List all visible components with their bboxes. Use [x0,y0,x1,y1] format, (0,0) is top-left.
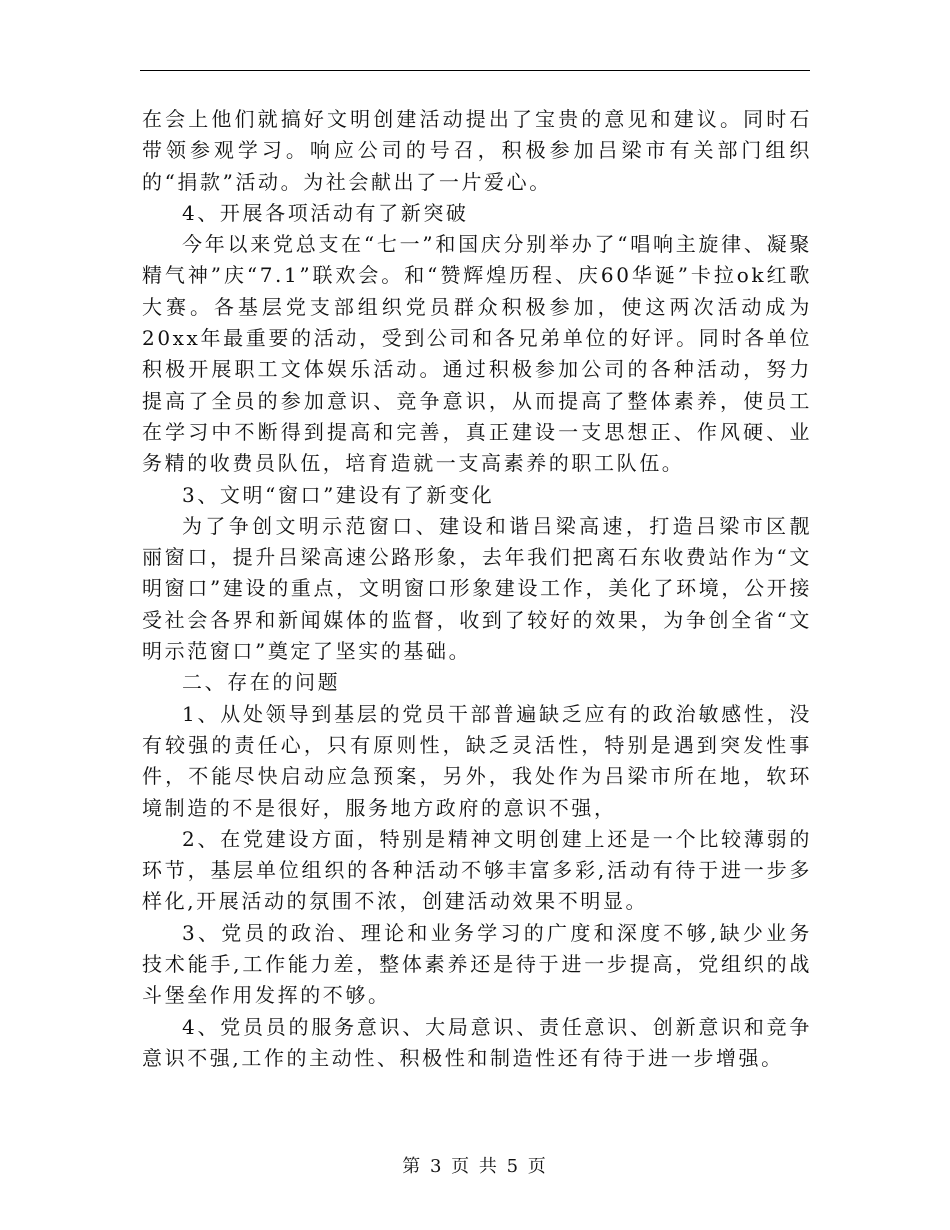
problem-item-3: 3、党员的政治、理论和业务学习的广度和深度不够,缺少业务技术能手,工作能力差，整体素养还是待于进一步提高，党组织的战斗堡垒作用发挥的不够。 [142,920,812,1008]
header-rule [140,70,810,71]
heading-existing-problems: 二、存在的问题 [182,670,341,695]
problem-item-4: 4、党员员的服务意识、大局意识、责任意识、创新意识和竞争意识不强,工作的主动性、积极性和制造性还有待于进一步增强。 [142,1014,812,1070]
heading-window-construction: 3、文明“窗口”建设有了新变化 [182,482,495,507]
document-body [142,104,812,1074]
problem-item-1: 1、从处领导到基层的党员干部普遍缺乏应有的政治敏感性，没有较强的责任心，只有原则性，缺乏灵活性，特别是遇到突发性事件，不能尽快启动应急预案，另外，我处作为吕梁市所在地，软环境制造的不是很好，服务地方政府的意识不强， [142,701,812,820]
paragraph-continuation: 在会上他们就搞好文明创建活动提出了宝贵的意见和建议。同时石带领参观学习。响应公司的号召，积极参加吕梁市有关部门组织的“捐款”活动。为社会献出了一片爱心。 [142,107,812,194]
problem-item-2: 2、在党建设方面，特别是精神文明创建上还是一个比较薄弱的环节，基层单位组织的各种活动不够丰富多彩,活动有待于进一步多样化,开展活动的氛围不浓，创建活动效果不明显。 [142,826,812,914]
paragraph-activities: 今年以来党总支在“七一”和国庆分别举办了“唱响主旋律、凝聚精气神”庆“7.1”联欢会。和“赞辉煌历程、庆60华诞”卡拉ok红歌大赛。各基层党支部组织党员群众积极参加，使这两次活动成为20xx年最重要的活动，受到公司和各兄弟单位的好评。同时各单位积极开展职工文体娱乐活动。通过积极参加公司的各种活动，努力提高了全员的参加意识、竞争意识，从而提高了整体素养，使员工在学习中不断得到提高和完善，真正建设一支思想正、作风硬、业务精的收费员队伍，培育造就一支高素养的职工队伍。 [142,232,812,476]
page-number-footer: 第 3 页 共 5 页 [402,1156,548,1177]
paragraph-window: 为了争创文明示范窗口、建设和谐吕梁高速，打造吕梁市区靓丽窗口，提升吕梁高速公路形象，去年我们把离石东收费站作为“文明窗口”建设的重点，文明窗口形象建设工作，美化了环境，公开接受社会各界和新闻媒体的监督，收到了较好的效果，为争创全省“文明示范窗口”奠定了坚实的基础。 [142,513,812,664]
heading-new-breakthrough: 4、开展各项活动有了新突破 [182,200,469,225]
